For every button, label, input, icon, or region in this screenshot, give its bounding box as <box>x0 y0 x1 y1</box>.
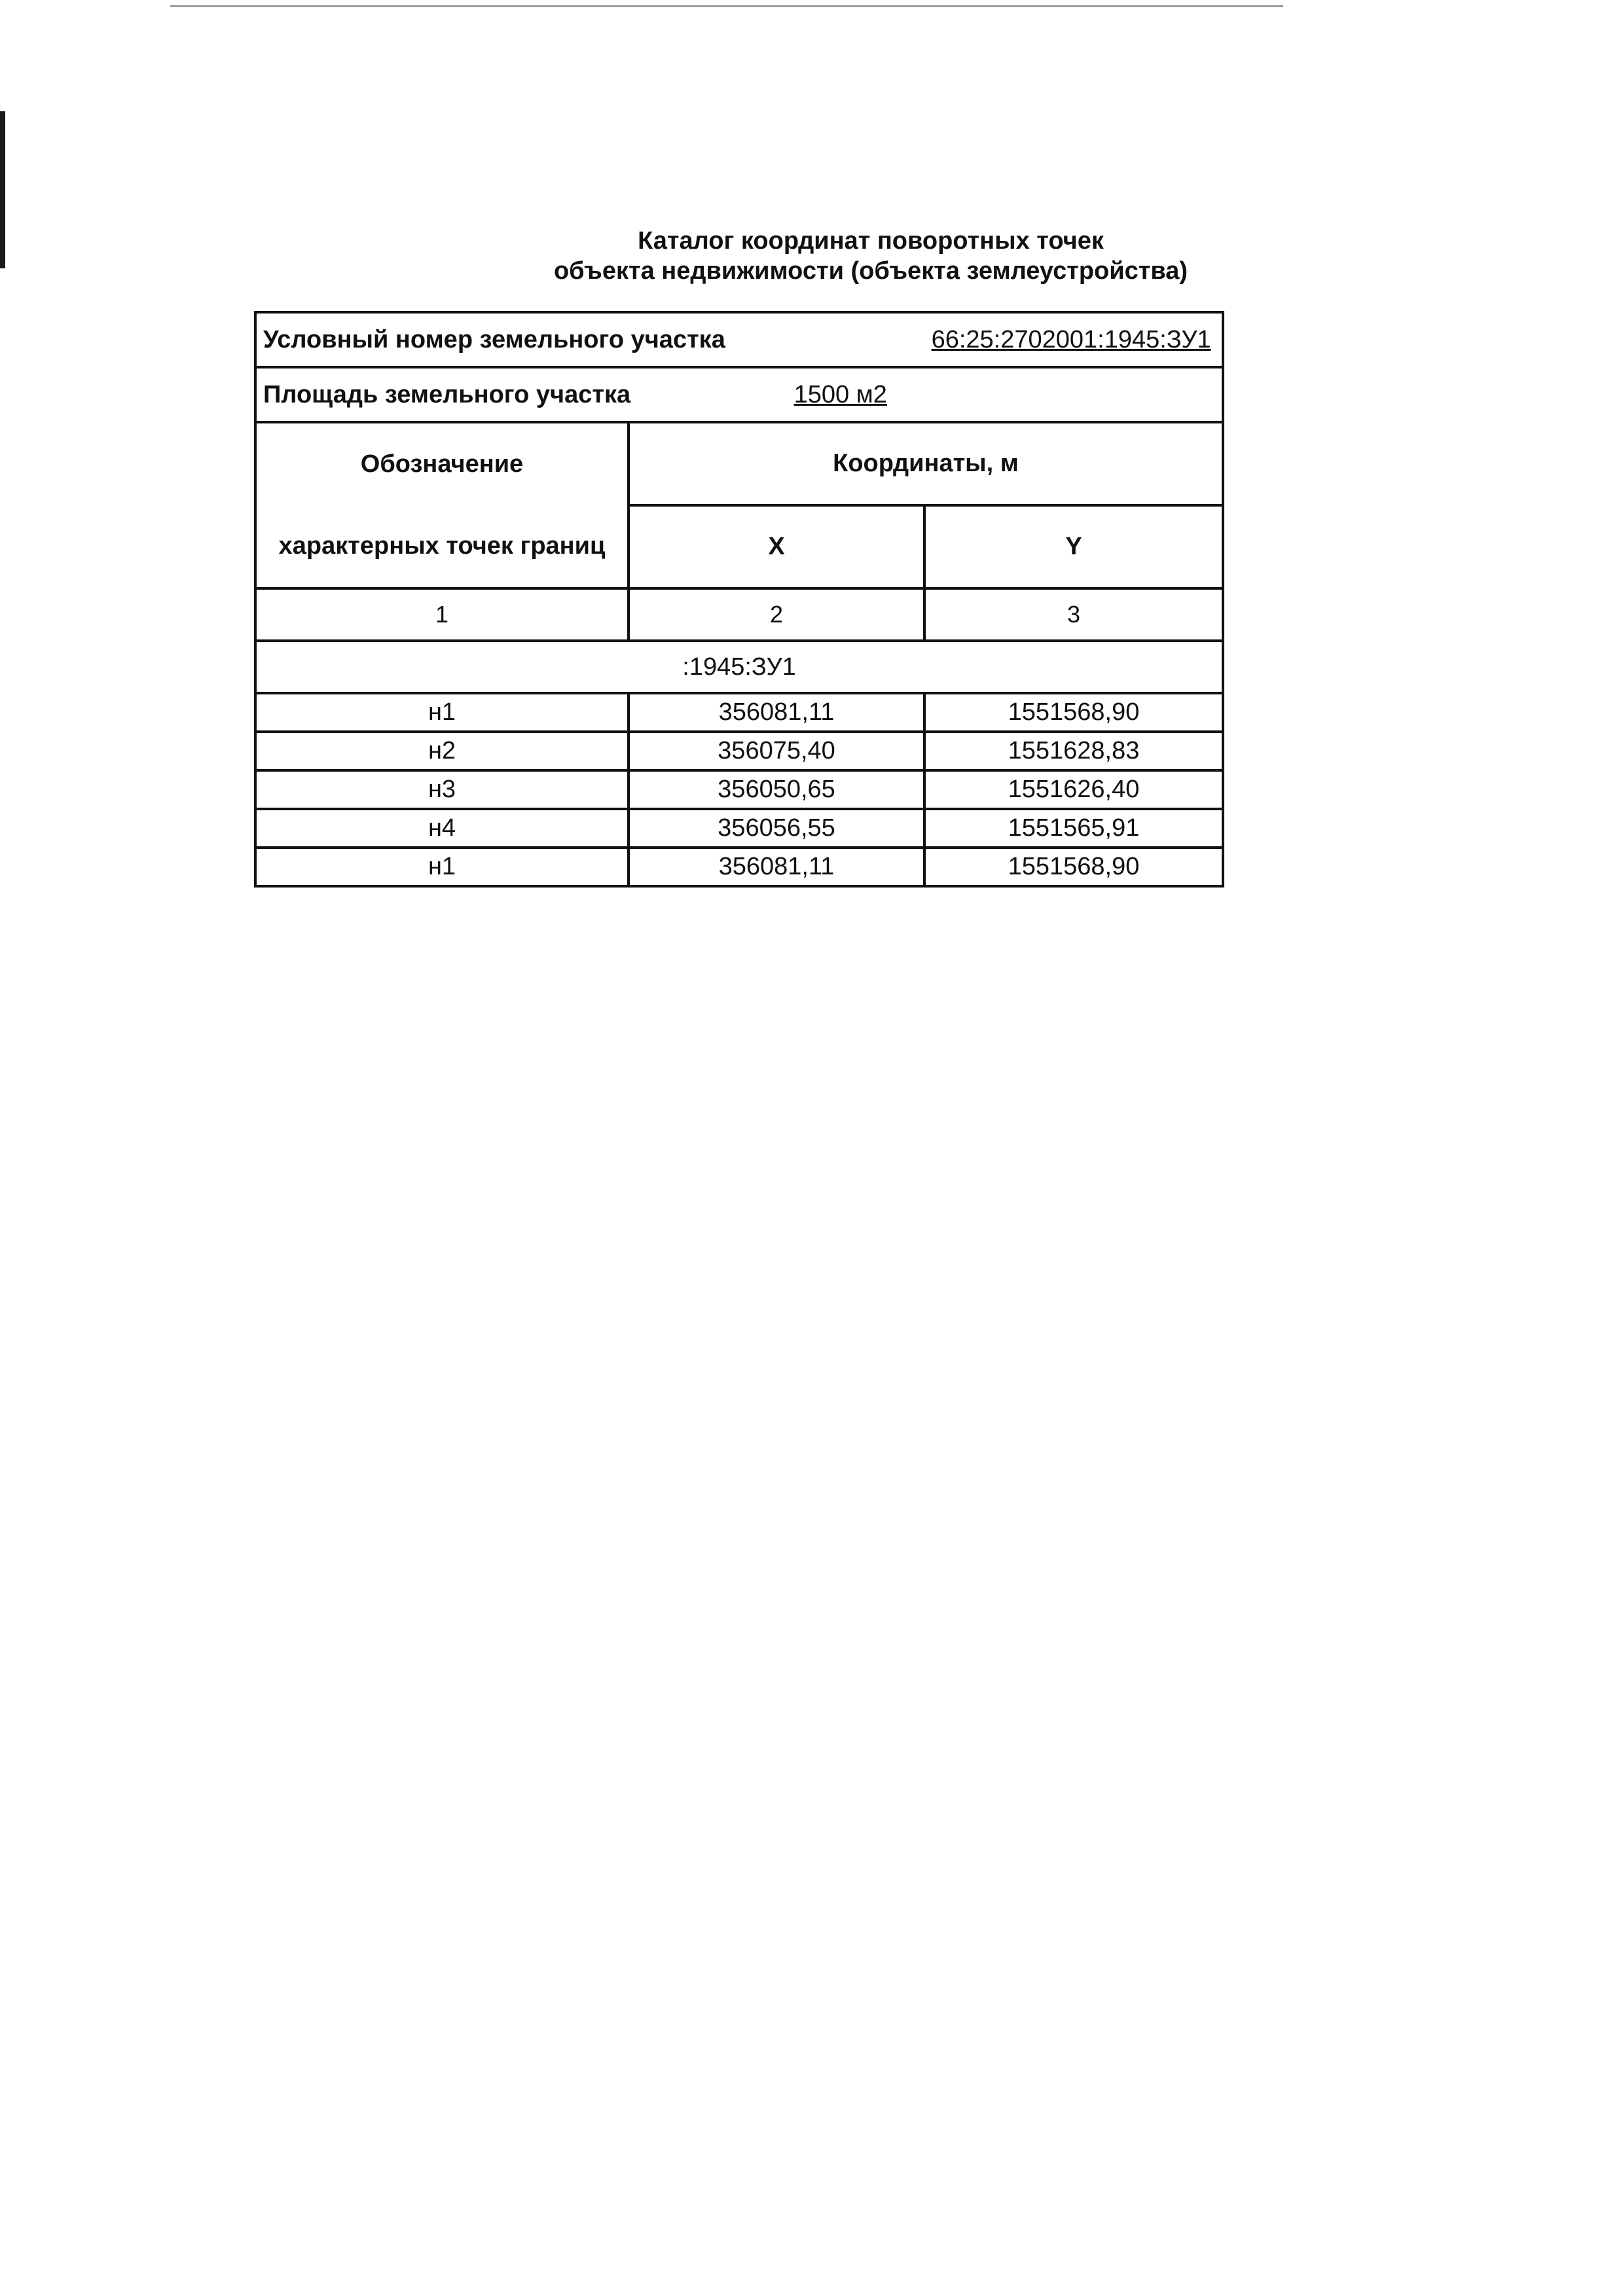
column-number-2: 2 <box>629 588 924 641</box>
x-header: X <box>629 505 924 588</box>
point-x: 356050,65 <box>629 770 924 809</box>
table-row <box>255 693 1223 732</box>
parcel-area-label: Площадь земельного участка <box>263 380 631 408</box>
parcel-area-cell <box>255 367 1223 422</box>
section-label: :1945:ЗУ1 <box>255 641 1223 693</box>
parcel-number-row <box>255 312 1223 367</box>
point-name: н2 <box>255 732 629 770</box>
point-name: н1 <box>255 848 629 886</box>
parcel-area-value: 1500 м2 <box>793 380 887 408</box>
point-y: 1551568,90 <box>924 848 1223 886</box>
y-header: Y <box>924 505 1223 588</box>
column-number-3: 3 <box>924 588 1223 641</box>
point-name: н3 <box>255 770 629 809</box>
header-row-1 <box>255 422 1223 505</box>
point-name: н1 <box>255 693 629 732</box>
table-row <box>255 809 1223 848</box>
point-y: 1551626,40 <box>924 770 1223 809</box>
title-line-2: объекта недвижимости (объекта землеустройства) <box>553 257 1188 285</box>
point-y: 1551628,83 <box>924 732 1223 770</box>
parcel-number-cell <box>255 312 1223 367</box>
parcel-area-row <box>255 367 1223 422</box>
point-x: 356081,11 <box>629 693 924 732</box>
table-row <box>255 770 1223 809</box>
point-x: 356081,11 <box>629 848 924 886</box>
scan-edge-top <box>170 5 1283 7</box>
document-title <box>249 226 1493 286</box>
parcel-number-label: Условный номер земельного участка <box>263 325 725 353</box>
point-x: 356056,55 <box>629 809 924 848</box>
point-x: 356075,40 <box>629 732 924 770</box>
scan-edge-left <box>0 111 5 268</box>
point-y: 1551565,91 <box>924 809 1223 848</box>
point-y: 1551568,90 <box>924 693 1223 732</box>
designation-header <box>255 422 629 588</box>
designation-header-line-1: Обозначение <box>360 450 524 478</box>
table-row <box>255 848 1223 886</box>
designation-header-line-2: характерных точек границ <box>278 532 606 560</box>
table-row <box>255 732 1223 770</box>
title-line-1: Каталог координат поворотных точек <box>638 227 1104 255</box>
column-number-1: 1 <box>255 588 629 641</box>
section-row <box>255 641 1223 693</box>
column-number-row <box>255 588 1223 641</box>
point-name: н4 <box>255 809 629 848</box>
parcel-number-value: 66:25:2702001:1945:ЗУ1 <box>931 325 1211 353</box>
coordinates-header: Координаты, м <box>629 422 1223 505</box>
coordinates-table <box>254 311 1224 888</box>
